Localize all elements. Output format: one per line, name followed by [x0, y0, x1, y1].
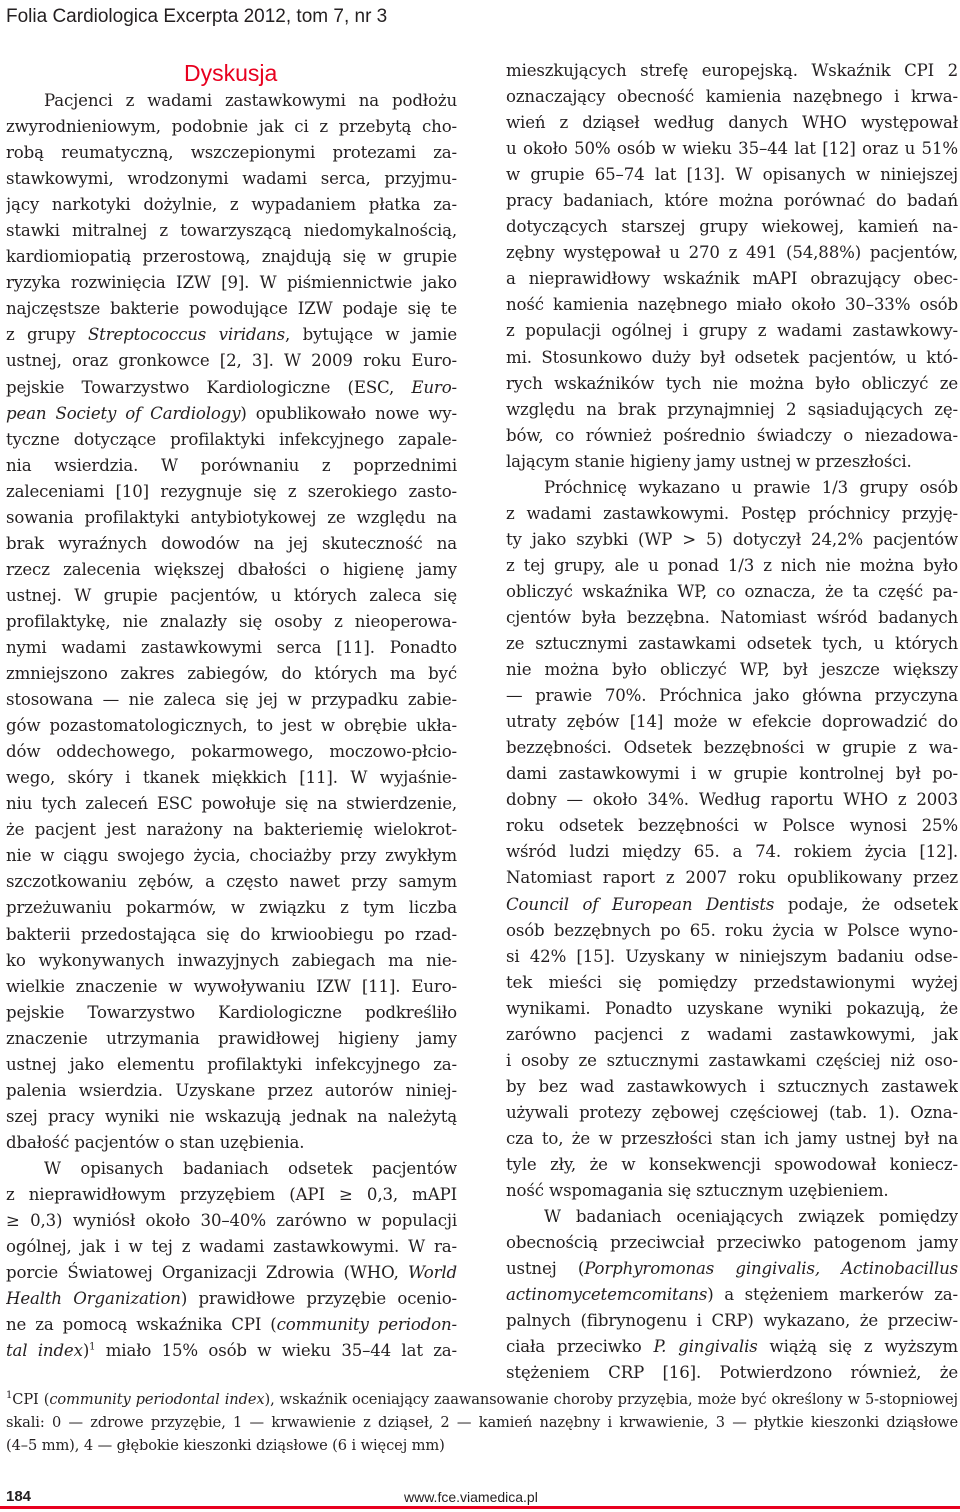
body-text-line: ność wspomagania się sztucznym uzębieniem.: [506, 1181, 889, 1201]
body-text-line: tek mieści się pomiędzy przedstawionymi wyżej: [506, 972, 958, 992]
body-text-line: stosowana — nie zaleca się jej w przypadku zabie-: [6, 690, 457, 710]
footnote-line: $^1$CPI (community periodontal index), wskaźnik oceniający zaawansowanie choroby przyzębia, może być określony w 5-stopniowej: [6, 1390, 958, 1408]
body-text-line: że pacjent jest narażony na bakteriemię wielokrot-: [6, 820, 457, 840]
body-text-line: stawki mitralnej z towarzyszącą niedomykalnością,: [6, 221, 457, 241]
body-text-line: zwyrodnieniowym, podobnie jak ci z przebytą cho-: [6, 117, 457, 137]
body-text-line: actinomycetemcomitans) a stężeniem markerów za-: [506, 1285, 958, 1305]
footer-rule: [0, 1506, 960, 1509]
body-text-line: W opisanych badaniach odsetek pacjentów: [44, 1158, 457, 1178]
body-text-line: obecnością przeciwciał przeciwko patogenom jamy: [506, 1233, 958, 1253]
body-text-line: dobny — około 34%. Według raportu WHO z 2003: [506, 790, 958, 810]
body-text-line: Council of European Dentists podaje, że odsetek: [506, 894, 958, 914]
body-text-line: — prawie 70%. Próchnica jako główna przyczyna: [506, 686, 958, 706]
body-text-line: Próchnicę wykazano u prawie 1/3 grupy osób: [544, 477, 958, 497]
body-text-line: Pacjenci z wadami zastawkowymi na podłożu: [44, 91, 457, 110]
body-text-line: nie w ciągu swojego życia, chociażby przy zwykłym: [6, 846, 457, 866]
body-text-line: wielkie znaczenie w wywoływaniu IZW [11]. Euro-: [6, 976, 457, 996]
body-text-line: osób bezzębnych po 65. roku życia w Polsce wyno-: [506, 920, 958, 940]
body-text-line: względu na brak przynajmniej 2 sąsiadujących zę-: [506, 399, 958, 419]
body-text-line: ne za pomocą wskaźnika CPI (community periodon-: [6, 1315, 457, 1335]
body-text-line: kardiomiopatią przerostową, znajdują się w grupie: [6, 247, 457, 267]
body-text-line: dotyczących starszej grupy wiekowej, kamień na-: [506, 217, 958, 237]
body-text-line: w grupie 65–74 lat [13]. W opisanych w niniejszej: [506, 165, 958, 185]
body-text-line: ność kamienia nazębnego miało około 30–33% osób: [506, 295, 958, 315]
footnote-line: (4–5 mm), 4 — głębokie kieszonki dziąsłowe (6 i więcej mm): [6, 1437, 445, 1455]
footer-url: www.fce.viamedica.pl: [404, 1489, 538, 1505]
body-text-line: gów pozastomatologicznych, to jest w obrębie ukła-: [6, 716, 457, 736]
body-text-line: używali protezy zębowej częściowej (tab. 1). Ozna-: [506, 1102, 958, 1122]
body-text-line: stężeniem CRP [16]. Potwierdzono również, że: [506, 1363, 958, 1383]
body-text-line: Health Organization) prawidłowe przyzębie ocenio-: [6, 1289, 457, 1309]
body-text-line: ko wykonywanych inwazyjnych zabiegach ma nie-: [6, 950, 457, 970]
body-text-line: si 42% [15]. Uzyskany w niniejszym badaniu odse-: [506, 946, 958, 966]
body-text-line: cjentów była bezzębna. Natomiast wśród badanych: [506, 607, 958, 627]
body-text-line: szczotkowaniu zębów, a często nawet przy samym: [6, 872, 457, 892]
body-text-line: ustnej, oraz gronkowce [2, 3]. W 2009 roku Euro-: [6, 351, 457, 371]
body-text-line: ciała przeciwko P. gingivalis wiążą się z wyższym: [506, 1337, 958, 1357]
body-text-line: brak wyraźnych dowodów na jej skuteczność na: [6, 533, 457, 553]
body-text-line: stawkowymi, wrodzonymi wadami serca, przyjmu-: [6, 169, 457, 189]
left-column: [6, 88, 457, 1364]
body-text-line: nie można było obliczyć WP, był jeszcze większy: [506, 660, 958, 680]
body-text-line: by bez wad zastawkowych i sztucznych zastawek: [506, 1076, 958, 1096]
body-text-line: ustnej (Porphyromonas gingivalis, Actinobacillus: [506, 1259, 958, 1279]
body-text-line: z tej grupy, ale u ponad 1/3 z nich nie można było: [506, 555, 958, 575]
body-text-line: i osoby ze sztucznymi zastawkami częściej niż oso-: [506, 1050, 958, 1070]
body-text-line: ustnej jako elementu profilaktyki infekcyjnego za-: [6, 1054, 457, 1074]
body-text-line: tyle zły, że w konsekwencji spowodował koniecz-: [506, 1154, 958, 1174]
body-text-line: wśród ludzi między 65. a 74. rokiem życia [12].: [506, 842, 958, 862]
body-text-line: rzecz zalecenia większej dbałości o higienę jamy: [6, 559, 457, 579]
body-text-line: bakterii przedostająca się do krwioobiegu po rzad-: [6, 924, 457, 944]
body-text-line: dami zastawkowymi i w grupie kontrolnej był po-: [506, 764, 958, 784]
body-text-line: najczęstsze bakterie powodujące IZW podaje się te: [6, 299, 457, 319]
body-text-line: obliczyć wskaźnika WP, co oznacza, że ta część pa-: [506, 581, 958, 601]
body-text-line: zębny występował u 270 z 491 (54,88%) pacjentów,: [506, 243, 958, 263]
journal-header: Folia Cardiologica Excerpta 2012, tom 7, nr 3: [6, 6, 388, 27]
body-text-line: z nieprawidłowym przyzębiem (API ≥ 0,3, mAPI: [6, 1184, 457, 1204]
body-text-line: wego, skóry i tkanek miękkich [11]. W wyjaśnie-: [6, 768, 457, 788]
body-text-line: pracy badaniach, które można porównać do badań: [506, 191, 958, 211]
body-text-line: zarówno pacjenci z wadami zastawkowymi, jak: [506, 1024, 958, 1044]
body-text-line: lającym stanie higieny jamy ustnej w przeszłości.: [506, 451, 912, 471]
body-text-line: palenia wsierdzia. Uzyskane przez autorów niniej-: [6, 1080, 457, 1100]
body-text-line: W badaniach oceniających związek pomiędzy: [544, 1207, 958, 1227]
body-text-line: palnych (fibrynogenu i CRP) wykazano, że przeciw-: [506, 1311, 958, 1331]
body-text-line: ustnej. W grupie pacjentów, u których zaleca się: [6, 585, 457, 605]
body-text-line: utraty zębów [14] może w efekcie doprowadzić do: [506, 712, 958, 732]
body-text-line: cza to, że w przeszłości stan ich jamy ustnej był na: [506, 1128, 958, 1148]
body-text-line: z wadami zastawkowymi. Postęp próchnicy przyję-: [506, 503, 958, 523]
body-text-line: tal index)$^1$ miało 15% osób w wieku 35–44 lat za-: [6, 1341, 457, 1361]
body-text-line: u około 50% osób w wieku 35–44 lat [12] oraz u 51%: [506, 139, 958, 159]
body-text-line: a nieprawidłowy wskaźnik mAPI obrazujący obec-: [506, 269, 958, 289]
body-text-line: pean Society of Cardiology) opublikowało nowe wy-: [6, 403, 457, 423]
body-text-line: wień z dziąseł według danych WHO występował: [506, 113, 958, 133]
body-text-line: zaleceniami [10] rezygnuje się z szerokiego zasto-: [6, 481, 457, 501]
body-text-line: z populacji ogólnej i grupy z wadami zastawkowy-: [506, 321, 958, 341]
body-text-line: ryzyka rozwinięcia IZW [9]. W piśmiennictwie jako: [6, 273, 457, 293]
body-text-line: ty jako szybki (WP > 5) dotyczył 24,2% pacjentów: [506, 529, 958, 549]
body-text-line: bów, co również pośrednio świadczy o niezadowa-: [506, 425, 958, 445]
page-number: 184: [6, 1488, 32, 1505]
body-text-line: mi. Stosunkowo duży był odsetek pacjentów, u któ-: [506, 347, 958, 367]
footnote-line: skali: 0 — zdrowe przyzębie, 1 — krwawienie z dziąseł, 2 — kamień nazębny i krwawienie, 3 — płytkie kieszonki dziąsłowe: [6, 1414, 958, 1432]
right-column: [506, 58, 958, 1386]
body-text-line: jący narkotyki dożylnie, z wypadaniem płatka za-: [6, 195, 457, 215]
body-text-line: zmniejszono zakres zabiegów, do których ma być: [6, 664, 457, 684]
body-text-line: nia wsierdzia. W porównaniu z poprzednimi: [6, 455, 457, 475]
body-text-line: rych wskaźników tych nie można było obliczyć ze: [506, 373, 958, 393]
body-text-line: dbałość pacjentów o stan uzębienia.: [6, 1132, 305, 1152]
section-heading: Dyskusja: [184, 60, 278, 86]
body-text-line: znaczenie utrzymania prawidłowej higieny jamy: [6, 1028, 457, 1048]
body-text-line: roku odsetek bezzębności w Polsce wynosi 25%: [506, 816, 958, 836]
body-text-line: z grupy Streptococcus viridans, bytujące w jamie: [6, 325, 457, 345]
body-text-line: profilaktykę, nie znalazły się osoby z nieoperowa-: [6, 611, 457, 631]
body-text-line: pejskie Towarzystwo Kardiologiczne (ESC, Euro-: [6, 377, 457, 397]
body-text-line: oznaczający obecność kamienia nazębnego i krwa-: [506, 87, 958, 107]
body-text-line: tyczne dotyczące profilaktyki infekcyjnego zapale-: [6, 429, 457, 449]
body-text-line: mieszkujących strefę europejską. Wskaźnik CPI 2: [506, 61, 958, 80]
body-text-line: porcie Światowej Organizacji Zdrowia (WHO, World: [6, 1263, 457, 1283]
body-text-line: bezzębności. Odsetek bezzębności w grupie z wa-: [506, 738, 958, 758]
body-text-line: sowania profilaktyki antybiotykowej ze względu na: [6, 507, 457, 527]
body-text-line: wynikami. Ponadto uzyskane wyniki pokazują, że: [506, 998, 958, 1018]
body-text-line: Natomiast raport z 2007 roku opublikowany przez: [506, 868, 958, 888]
body-text-line: pejskie Towarzystwo Kardiologiczne podkreśliło: [6, 1002, 457, 1022]
body-text-line: ze sztucznymi zastawkami odsetek tych, u których: [506, 634, 958, 654]
body-text-line: ≥ 0,3) wyniósł około 30–40% zarówno w populacji: [6, 1211, 457, 1231]
body-text-line: nymi wadami zastawkowymi serca [11]. Ponadto: [6, 637, 457, 657]
body-text-line: szej pracy wyniki nie wskazują jednak na należytą: [6, 1106, 457, 1126]
body-text-line: robą reumatyczną, wszczepionymi protezami za-: [6, 143, 457, 163]
body-text-line: przeżuwaniu pokarmów, w związku z tym liczba: [6, 898, 457, 918]
body-text-line: ogólnej, jak i w tej z wadami zastawkowymi. W ra-: [6, 1237, 457, 1257]
body-text-line: dów oddechowego, pokarmowego, moczowo-płcio-: [6, 742, 457, 762]
body-text-line: niu tych zaleceń ESC powołuje się na stwierdzenie,: [6, 794, 457, 814]
footnote: [6, 1388, 958, 1458]
